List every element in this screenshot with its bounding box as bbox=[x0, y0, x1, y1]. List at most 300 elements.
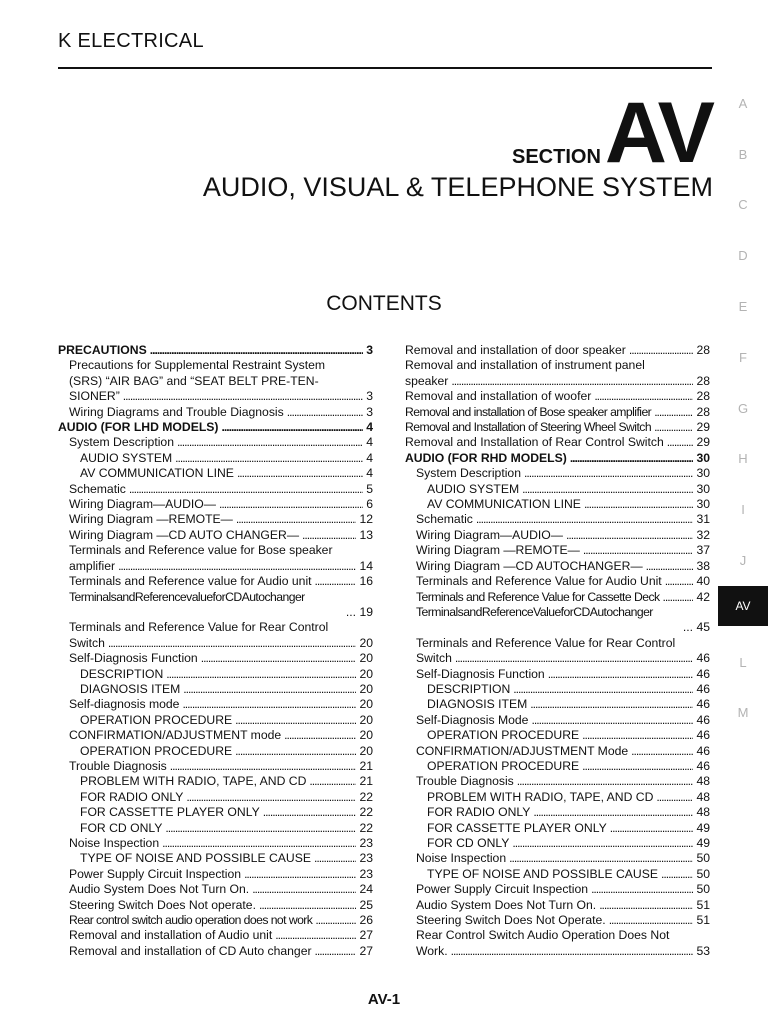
toc-entry-title: PROBLEM WITH RADIO, TAPE, AND CD bbox=[427, 789, 654, 804]
toc-entry[interactable] bbox=[405, 790, 710, 805]
toc-entry-title: AUDIO SYSTEM bbox=[427, 481, 520, 496]
toc-entry[interactable] bbox=[58, 528, 373, 543]
toc-leader bbox=[512, 836, 693, 851]
header-rule bbox=[58, 67, 712, 69]
toc-entry-line bbox=[416, 528, 710, 543]
toc-entry-title: Rear control switch audio operation does not work bbox=[69, 913, 313, 928]
toc-entry-line bbox=[416, 913, 710, 928]
toc-entry[interactable] bbox=[405, 728, 710, 743]
toc-leader bbox=[591, 882, 693, 897]
section-tab-m[interactable]: M bbox=[737, 705, 749, 721]
toc-entry[interactable] bbox=[405, 343, 710, 358]
toc-page-number: 28 bbox=[696, 343, 710, 357]
toc-entry-title: AV COMMUNICATION LINE bbox=[80, 466, 234, 481]
toc-entry-title: Power Supply Circuit Inspection bbox=[416, 882, 589, 897]
section-tab-e[interactable]: E bbox=[738, 299, 748, 315]
toc-page-number: 22 bbox=[359, 789, 373, 804]
toc-entry-line bbox=[69, 636, 373, 651]
toc-entry[interactable] bbox=[58, 620, 373, 651]
toc-entry[interactable] bbox=[58, 913, 373, 928]
toc-entry-title: TYPE OF NOISE AND POSSIBLE CAUSE bbox=[80, 851, 311, 866]
toc-entry[interactable] bbox=[405, 466, 710, 481]
toc-entry-title: Removal and installation of Audio unit bbox=[69, 928, 273, 943]
toc-entry[interactable] bbox=[405, 420, 710, 435]
toc-leader: ... bbox=[345, 604, 360, 619]
toc-page-number: 49 bbox=[696, 820, 710, 835]
toc-entry-line bbox=[69, 405, 373, 420]
toc-entry-line bbox=[416, 744, 710, 759]
toc-entry[interactable] bbox=[405, 759, 710, 774]
toc-entry[interactable] bbox=[405, 928, 710, 959]
toc-leader bbox=[654, 420, 693, 435]
toc-page-number: 50 bbox=[696, 882, 710, 897]
toc-entry[interactable] bbox=[405, 389, 710, 404]
toc-page-number: 24 bbox=[359, 882, 373, 897]
toc-leader bbox=[522, 482, 693, 497]
toc-entry-title: Removal and installation of woofer bbox=[405, 389, 592, 404]
toc-leader bbox=[123, 389, 363, 404]
toc-leader bbox=[315, 913, 356, 928]
toc-entry-text-line: (SRS) “AIR BAG” and “SEAT BELT PRE-TEN- bbox=[69, 373, 319, 388]
toc-entry[interactable] bbox=[405, 543, 710, 558]
toc-entry-line bbox=[69, 697, 373, 712]
toc-leader bbox=[235, 744, 356, 759]
toc-leader bbox=[263, 805, 357, 820]
toc-entry-title: FOR CASSETTE PLAYER ONLY bbox=[80, 805, 260, 820]
toc-leader bbox=[455, 651, 694, 666]
page-number: AV-1 bbox=[367, 991, 401, 1008]
toc-leader bbox=[548, 667, 694, 682]
toc-entry[interactable] bbox=[58, 482, 373, 497]
toc-entry-line bbox=[416, 651, 710, 666]
toc-page-number: 30 bbox=[696, 450, 710, 465]
toc-entry-line bbox=[80, 451, 373, 466]
section-code: AV bbox=[604, 85, 712, 181]
toc-entry[interactable] bbox=[58, 697, 373, 712]
toc-entry-title: Wiring Diagram —CD AUTO CHANGER— bbox=[69, 527, 300, 542]
toc-entry[interactable] bbox=[58, 728, 373, 743]
toc-leader bbox=[656, 790, 693, 805]
toc-leader: ... bbox=[682, 620, 697, 635]
toc-entry[interactable] bbox=[58, 420, 373, 435]
toc-entry-text-line: TerminalsandReferencevalueforCDAutochanger bbox=[69, 589, 305, 604]
toc-entry-title: FOR CASSETTE PLAYER ONLY bbox=[427, 820, 607, 835]
section-tab-i[interactable]: I bbox=[741, 502, 745, 518]
toc-entry-line bbox=[69, 898, 373, 913]
toc-entry-line bbox=[427, 497, 710, 512]
toc-entry-title: Terminals and Reference value for Audio unit bbox=[69, 574, 312, 589]
toc-entry-line bbox=[427, 867, 710, 882]
toc-page-number: 46 bbox=[696, 666, 710, 681]
toc-entry-title: System Description bbox=[416, 466, 521, 481]
toc-page-number: 46 bbox=[696, 743, 710, 758]
toc-entry-title: DIAGNOSIS ITEM bbox=[427, 697, 528, 712]
toc-page-number: 22 bbox=[359, 820, 373, 835]
toc-entry[interactable] bbox=[58, 851, 373, 866]
toc-leader bbox=[314, 851, 356, 866]
toc-entry[interactable] bbox=[58, 590, 373, 621]
toc-entry[interactable] bbox=[405, 851, 710, 866]
toc-entry-line bbox=[416, 851, 710, 866]
toc-entry[interactable] bbox=[405, 559, 710, 574]
toc-entry-line bbox=[416, 590, 710, 605]
toc-leader bbox=[165, 821, 356, 836]
toc-leader bbox=[186, 790, 356, 805]
toc-entry[interactable] bbox=[58, 466, 373, 481]
toc-page-number: 4 bbox=[366, 450, 373, 465]
toc-entry[interactable] bbox=[405, 528, 710, 543]
toc-leader bbox=[584, 497, 694, 512]
toc-entry-line bbox=[416, 543, 710, 558]
toc-entry[interactable] bbox=[405, 882, 710, 897]
toc-entry[interactable] bbox=[405, 451, 710, 466]
toc-leader bbox=[513, 682, 693, 697]
toc-page-number: 20 bbox=[359, 635, 373, 650]
toc-leader bbox=[609, 913, 694, 928]
toc-leader bbox=[252, 882, 356, 897]
toc-entry-title: Self-diagnosis mode bbox=[69, 697, 180, 712]
toc-page-number: 49 bbox=[696, 836, 710, 850]
toc-entry-line bbox=[405, 343, 710, 358]
toc-entry-title: OPERATION PROCEDURE bbox=[80, 712, 233, 727]
toc-entry-text-line: Removal and installation of instrument panel bbox=[405, 358, 645, 373]
toc-page-number: 46 bbox=[696, 697, 710, 712]
toc-entry-line bbox=[80, 821, 373, 836]
toc-entry[interactable] bbox=[405, 636, 710, 667]
toc-entry-title: OPERATION PROCEDURE bbox=[427, 758, 580, 773]
section-tab-l[interactable]: L bbox=[739, 654, 747, 670]
toc-entry-line bbox=[80, 790, 373, 805]
toc-page-number: 23 bbox=[359, 866, 373, 881]
toc-entry-line bbox=[427, 836, 710, 851]
toc-leader bbox=[315, 944, 357, 959]
toc-entry[interactable] bbox=[58, 651, 373, 666]
toc-entry-title: Power Supply Circuit Inspection bbox=[69, 866, 242, 881]
toc-leader bbox=[583, 543, 694, 558]
toc-page-number: 20 bbox=[359, 681, 373, 696]
toc-page-number: 20 bbox=[359, 697, 373, 712]
toc-entry-line bbox=[69, 928, 373, 943]
toc-entry[interactable] bbox=[405, 836, 710, 851]
section-title: AUDIO, VISUAL & TELEPHONE SYSTEM bbox=[202, 172, 713, 202]
toc-page-number: 3 bbox=[366, 389, 373, 404]
toc-entry[interactable] bbox=[58, 759, 373, 774]
toc-leader bbox=[162, 836, 356, 851]
active-section-tab[interactable]: AV bbox=[718, 586, 768, 626]
toc-leader bbox=[108, 636, 357, 651]
toc-entry-title: Removal and Installation of Steering Wheel Switch bbox=[405, 420, 652, 435]
toc-entry-title: Removal and Installation of Rear Control Switch bbox=[405, 435, 664, 450]
toc-entry-line bbox=[416, 882, 710, 897]
toc-entry[interactable] bbox=[58, 405, 373, 420]
toc-entry[interactable] bbox=[58, 667, 373, 682]
toc-entry-title: speaker bbox=[405, 373, 449, 388]
toc-page-number: 14 bbox=[359, 558, 373, 573]
toc-right-column bbox=[405, 343, 710, 959]
toc-entry-line bbox=[69, 882, 373, 897]
toc-entry[interactable] bbox=[58, 682, 373, 697]
toc-entry-line bbox=[80, 851, 373, 866]
toc-leader bbox=[631, 744, 693, 759]
toc-page-number: 38 bbox=[696, 558, 710, 573]
toc-page-number: 13 bbox=[359, 527, 373, 542]
toc-entry-title: CONFIRMATION/ADJUSTMENT Mode bbox=[416, 743, 629, 758]
toc-entry-line bbox=[427, 697, 710, 712]
toc-page-number: 26 bbox=[359, 913, 373, 928]
toc-entry-title: Audio System Does Not Turn On. bbox=[416, 897, 597, 912]
toc-entry[interactable] bbox=[405, 605, 710, 636]
toc-entry-title: AUDIO (FOR RHD MODELS) bbox=[405, 450, 567, 465]
toc-entry-line bbox=[405, 389, 710, 404]
toc-entry-line bbox=[405, 374, 710, 389]
toc-page-number: 3 bbox=[366, 343, 373, 357]
toc-entry-line bbox=[69, 482, 373, 497]
toc-leader bbox=[663, 590, 694, 605]
toc-entry[interactable] bbox=[405, 805, 710, 820]
toc-leader bbox=[177, 435, 363, 450]
toc-page-number: 30 bbox=[696, 481, 710, 496]
toc-page-number: 48 bbox=[696, 805, 710, 820]
toc-entry[interactable] bbox=[405, 697, 710, 712]
toc-entry-line bbox=[69, 389, 373, 404]
running-header: K ELECTRICAL bbox=[58, 30, 204, 52]
toc-leader bbox=[629, 343, 694, 358]
toc-entry-title: Removal and installation of CD Auto changer bbox=[69, 943, 312, 958]
toc-entry-title: Removal and installation of Bose speaker amplifier bbox=[405, 404, 652, 419]
toc-entry-line bbox=[69, 512, 373, 527]
toc-page-number: 32 bbox=[696, 527, 710, 542]
toc-entry-line bbox=[69, 559, 373, 574]
toc-leader bbox=[451, 944, 694, 959]
toc-page-number: 5 bbox=[366, 481, 373, 496]
toc-leader bbox=[244, 867, 356, 882]
toc-entry-title: Schematic bbox=[416, 512, 473, 527]
toc-leader bbox=[259, 898, 356, 913]
toc-entry[interactable] bbox=[58, 944, 373, 959]
toc-entry[interactable] bbox=[58, 790, 373, 805]
toc-entry[interactable] bbox=[58, 898, 373, 913]
section-tab-j[interactable]: J bbox=[739, 553, 747, 569]
toc-page-number: 46 bbox=[696, 712, 710, 727]
toc-leader bbox=[150, 343, 364, 358]
toc-entry-title: Noise Inspection bbox=[416, 851, 507, 866]
toc-entry[interactable] bbox=[405, 358, 710, 389]
toc-page-number: 16 bbox=[359, 574, 373, 589]
toc-entry-title: PRECAUTIONS bbox=[58, 343, 147, 357]
toc-leader bbox=[531, 713, 693, 728]
toc-entry[interactable] bbox=[58, 574, 373, 589]
toc-entry[interactable] bbox=[405, 405, 710, 420]
toc-leader bbox=[118, 559, 356, 574]
toc-page-number: 48 bbox=[696, 789, 710, 804]
toc-entry[interactable] bbox=[58, 512, 373, 527]
toc-entry[interactable] bbox=[405, 574, 710, 589]
toc-entry[interactable] bbox=[405, 867, 710, 882]
toc-page-number: 4 bbox=[366, 420, 373, 435]
toc-leader bbox=[235, 713, 356, 728]
toc-leader bbox=[654, 405, 693, 420]
toc-leader bbox=[667, 435, 694, 450]
toc-entry[interactable] bbox=[405, 497, 710, 512]
contents-heading: CONTENTS bbox=[326, 292, 442, 315]
toc-entry-line bbox=[405, 420, 710, 435]
toc-leader bbox=[275, 928, 356, 943]
toc-leader bbox=[287, 405, 363, 420]
toc-entry-line bbox=[80, 466, 373, 481]
toc-entry[interactable] bbox=[405, 667, 710, 682]
toc-entry-title: Wiring Diagram—AUDIO— bbox=[69, 497, 216, 512]
toc-page-number: 46 bbox=[696, 681, 710, 696]
toc-entry-line bbox=[427, 790, 710, 805]
toc-entry[interactable] bbox=[405, 913, 710, 928]
toc-page-number: 19 bbox=[359, 604, 373, 619]
toc-entry-title: FOR CD ONLY bbox=[427, 836, 510, 850]
section-tab-a[interactable]: A bbox=[738, 95, 748, 111]
toc-entry-line bbox=[69, 913, 373, 928]
section-tab-d[interactable]: D bbox=[738, 248, 748, 264]
toc-page-number: 20 bbox=[359, 728, 373, 743]
toc-page-number: 51 bbox=[696, 913, 710, 928]
toc-entry-title: PROBLEM WITH RADIO, TAPE, AND CD bbox=[80, 774, 307, 789]
toc-page-number: 27 bbox=[359, 928, 373, 943]
toc-entry[interactable] bbox=[58, 867, 373, 882]
toc-page-number: 20 bbox=[359, 712, 373, 727]
toc-entry[interactable] bbox=[405, 435, 710, 450]
toc-entry-title: Work. bbox=[416, 943, 448, 958]
toc-entry[interactable] bbox=[58, 836, 373, 851]
toc-entry-line bbox=[416, 898, 710, 913]
section-tab-f[interactable]: F bbox=[739, 349, 747, 365]
toc-entry[interactable] bbox=[405, 590, 710, 605]
toc-leader bbox=[175, 451, 363, 466]
toc-entry-line bbox=[427, 805, 710, 820]
toc-leader bbox=[566, 528, 693, 543]
toc-entry[interactable] bbox=[58, 774, 373, 789]
toc-entry[interactable] bbox=[405, 482, 710, 497]
toc-entry-line bbox=[80, 682, 373, 697]
toc-page-number: 53 bbox=[696, 943, 710, 958]
toc-entry[interactable] bbox=[58, 358, 373, 404]
toc-entry-line bbox=[427, 759, 710, 774]
toc-entry[interactable] bbox=[58, 343, 373, 358]
toc-entry-line bbox=[405, 451, 710, 466]
toc-leader bbox=[302, 528, 356, 543]
toc-entry-text-line: Precautions for Supplemental Restraint System bbox=[69, 358, 326, 373]
section-tab-b[interactable]: B bbox=[738, 146, 748, 162]
toc-page-number: 51 bbox=[696, 897, 710, 912]
toc-leader bbox=[219, 497, 363, 512]
toc-leader bbox=[309, 774, 356, 789]
section-tab-c[interactable]: C bbox=[738, 197, 748, 213]
toc-entry[interactable] bbox=[405, 682, 710, 697]
toc-page-number: 46 bbox=[696, 728, 710, 743]
toc-entry-title: Removal and installation of door speaker bbox=[405, 343, 626, 357]
toc-entry-title: TYPE OF NOISE AND POSSIBLE CAUSE bbox=[427, 866, 658, 881]
toc-leader bbox=[610, 821, 694, 836]
toc-entry[interactable] bbox=[58, 435, 373, 450]
toc-entry-line bbox=[427, 821, 710, 836]
toc-page-number: 20 bbox=[359, 651, 373, 666]
toc-leader bbox=[170, 759, 357, 774]
toc-entry[interactable] bbox=[58, 543, 373, 574]
toc-page-number: 6 bbox=[366, 497, 373, 512]
toc-page-number: 21 bbox=[359, 758, 373, 773]
toc-leader bbox=[533, 805, 693, 820]
toc-entry-line bbox=[69, 867, 373, 882]
toc-entry[interactable] bbox=[405, 744, 710, 759]
toc-entry-title: DIAGNOSIS ITEM bbox=[80, 681, 181, 696]
toc-entry[interactable] bbox=[58, 821, 373, 836]
toc-entry-line bbox=[69, 497, 373, 512]
toc-entry-title: Self-Diagnosis Function bbox=[69, 651, 198, 666]
toc-entry-line bbox=[80, 774, 373, 789]
toc-leader bbox=[476, 512, 694, 527]
toc-page-number: 21 bbox=[359, 774, 373, 789]
toc-entry-title: DESCRIPTION bbox=[80, 666, 164, 681]
toc-entry-line bbox=[405, 405, 710, 420]
toc-entry[interactable] bbox=[405, 512, 710, 527]
toc-entry[interactable] bbox=[405, 774, 710, 789]
toc-leader bbox=[451, 374, 693, 389]
toc-leader bbox=[236, 512, 357, 527]
toc-entry-text-line: TerminalsandReferenceValueforCDAutochanger bbox=[416, 604, 653, 619]
toc-leader bbox=[599, 898, 693, 913]
toc-entry[interactable] bbox=[405, 713, 710, 728]
toc-entry[interactable] bbox=[405, 898, 710, 913]
toc-leader bbox=[166, 667, 356, 682]
toc-page-number: 25 bbox=[359, 897, 373, 912]
toc-entry-title: SIONER” bbox=[69, 389, 120, 404]
toc-entry-line bbox=[416, 574, 710, 589]
toc-entry-page-line bbox=[416, 620, 710, 635]
toc-entry-title: OPERATION PROCEDURE bbox=[80, 743, 233, 758]
toc-entry[interactable] bbox=[58, 928, 373, 943]
toc-leader bbox=[524, 466, 693, 481]
toc-entry-title: Trouble Diagnosis bbox=[416, 774, 514, 789]
section-tabs bbox=[718, 78, 768, 738]
toc-entry[interactable] bbox=[58, 805, 373, 820]
toc-page-number: 20 bbox=[359, 743, 373, 758]
toc-entry-line bbox=[58, 420, 373, 435]
toc-page-number: 28 bbox=[696, 389, 710, 404]
toc-entry-line bbox=[80, 667, 373, 682]
toc-entry-title: Noise Inspection bbox=[69, 836, 160, 850]
toc-entry-line bbox=[80, 805, 373, 820]
toc-page-number: 4 bbox=[366, 435, 373, 450]
toc-leader bbox=[129, 482, 363, 497]
toc-entry[interactable] bbox=[405, 821, 710, 836]
toc-entry[interactable] bbox=[58, 713, 373, 728]
toc-entry[interactable] bbox=[58, 451, 373, 466]
toc-entry[interactable] bbox=[58, 882, 373, 897]
toc-leader bbox=[237, 466, 363, 481]
toc-page-number: 31 bbox=[696, 512, 710, 527]
toc-page-number: 37 bbox=[696, 543, 710, 558]
toc-entry-text-line: Rear Control Switch Audio Operation Does Not bbox=[416, 928, 670, 943]
toc-entry-line bbox=[416, 944, 710, 959]
toc-leader bbox=[530, 697, 693, 712]
toc-entry[interactable] bbox=[58, 497, 373, 512]
toc-leader bbox=[582, 728, 693, 743]
section-tab-g[interactable]: G bbox=[737, 400, 749, 416]
section-tab-h[interactable]: H bbox=[738, 451, 748, 467]
toc-entry-line bbox=[69, 528, 373, 543]
toc-entry-title: FOR RADIO ONLY bbox=[427, 805, 531, 820]
toc-entry-title: Terminals and Reference Value for Cassette Deck bbox=[416, 589, 660, 604]
toc-entry-title: Steering Switch Does Not operate. bbox=[69, 897, 256, 912]
toc-entry-title: Switch bbox=[69, 635, 105, 650]
toc-entry[interactable] bbox=[58, 744, 373, 759]
